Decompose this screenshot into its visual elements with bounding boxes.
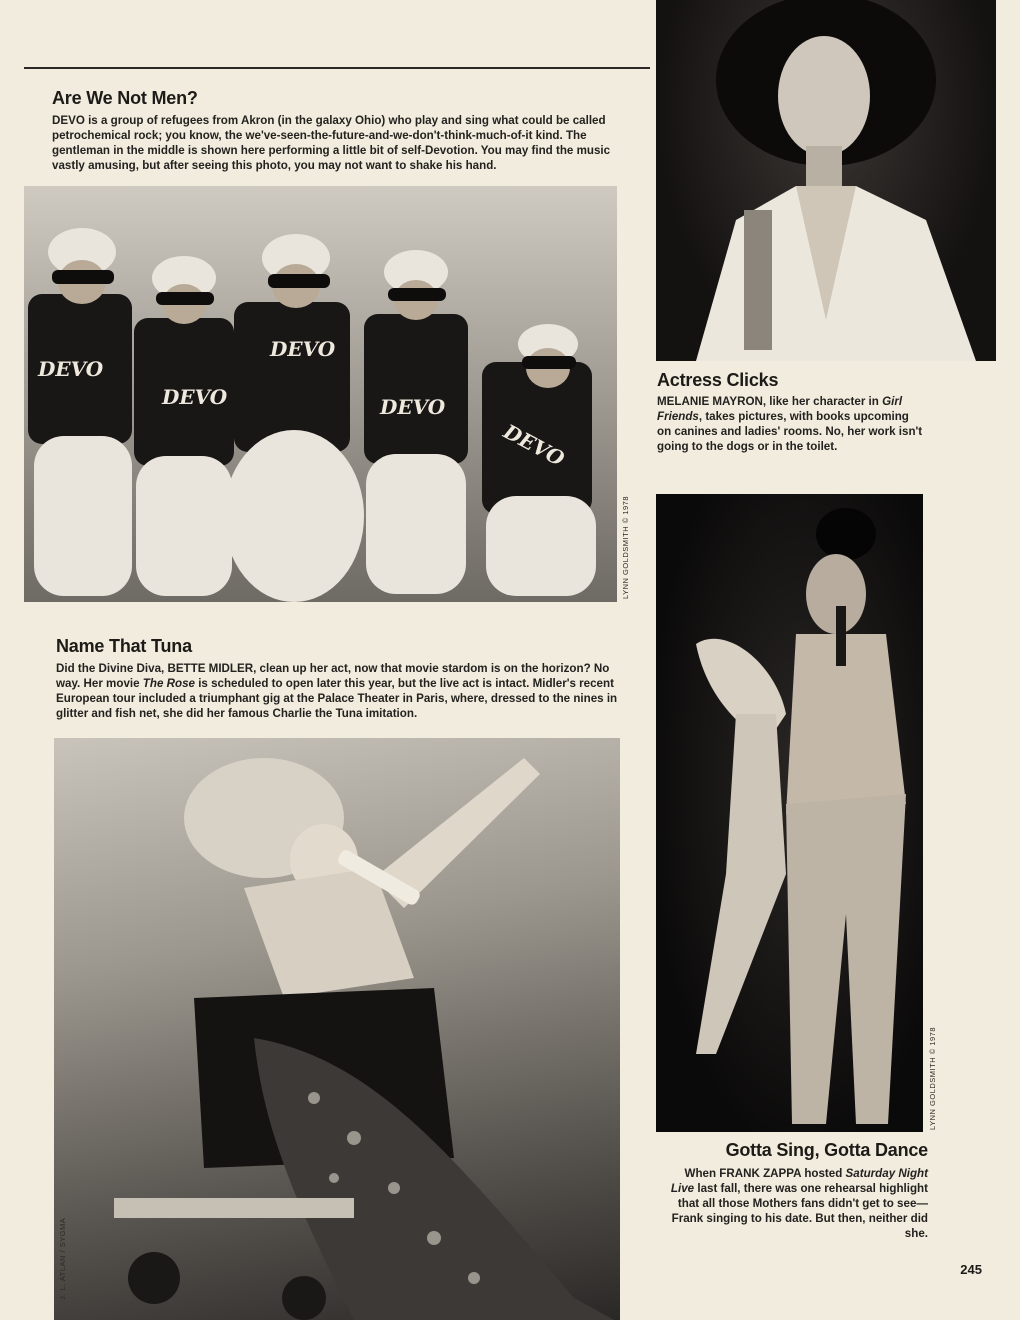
devo-headline: Are We Not Men? xyxy=(52,88,198,108)
devo-photo-credit: LYNN GOLDSMITH © 1978 xyxy=(621,496,630,599)
devo-photo xyxy=(24,186,617,602)
tuna-headline: Name That Tuna xyxy=(56,636,192,656)
page-number: 245 xyxy=(960,1262,982,1277)
zappa-photo xyxy=(656,494,923,1132)
actress-body: MELANIE MAYRON, like her character in Girl Friends, takes pictures, with books upcoming on canines and ladies' rooms. No, her work isn't going to the dogs or in the toilet. xyxy=(657,395,923,453)
shirt-text-1: DEVO xyxy=(38,357,104,381)
shirt-text-3: DEVO xyxy=(270,337,336,361)
midler-photo-credit: J. L. ATLAN / SYGMA xyxy=(58,1217,67,1300)
tuna-body: Did the Divine Diva, BETTE MIDLER, clean up her act, now that movie stardom is on the horizon? No way. Her movie The Rose is scheduled to open later this year, but the live act is intact. Midler's recent European tour included a triumphant gig at the Palace Theater in Paris, where, dressed to the nines in glitter and fish net, she did her famous Charlie the Tuna imitation. xyxy=(56,662,618,720)
zappa-headline: Gotta Sing, Gotta Dance xyxy=(725,1140,928,1160)
shirt-text-5: DEVO xyxy=(499,419,569,472)
mayron-photo xyxy=(656,0,996,361)
section-rule xyxy=(24,67,650,69)
actress-headline: Actress Clicks xyxy=(657,370,779,390)
zappa-body: When FRANK ZAPPA hosted Saturday Night Live last fall, there was one rehearsal highlight that all those Mothers fans didn't get to see—Frank singing to his date. But then, neither did she. xyxy=(670,1167,928,1240)
midler-photo xyxy=(54,738,620,1320)
zappa-photo-credit: LYNN GOLDSMITH © 1978 xyxy=(928,1027,937,1130)
shirt-text-4: DEVO xyxy=(380,395,446,419)
shirt-text-2: DEVO xyxy=(162,385,228,409)
devo-body: DEVO is a group of refugees from Akron (in the galaxy Ohio) who play and sing what could be called petrochemical rock; you know, the we've-seen-the-future-and-we-don't-think-much-of-it kind. The gentleman in the middle is shown here performing a little bit of self-Devotion. You may find the music vastly amusing, but after seeing this photo, you may not want to shake his hand. xyxy=(52,114,611,172)
